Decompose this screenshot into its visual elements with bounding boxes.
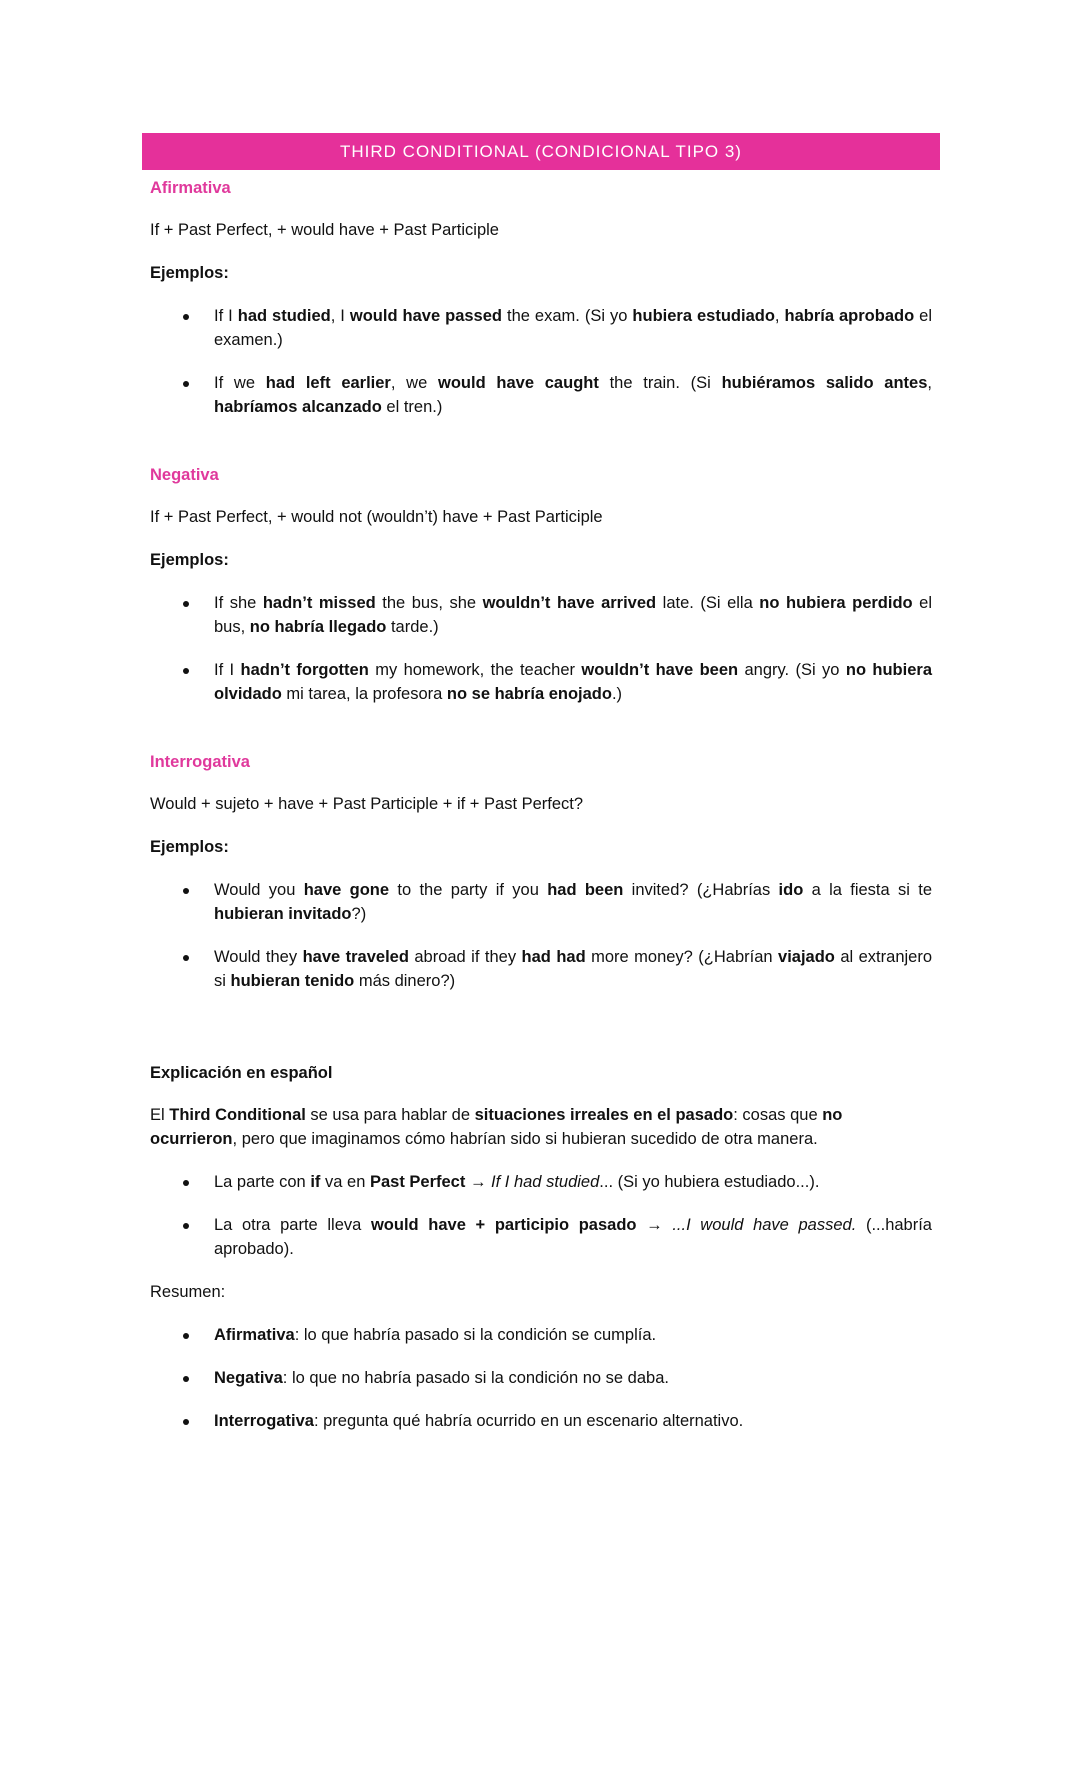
formula-interrogativa: Would + sujeto + have + Past Participle + if + Past Perfect? [150,795,584,813]
resumen-item: Negativa: lo que no habría pasado si la condición no se daba. [150,1366,932,1390]
bullet-dot [183,668,189,674]
example-list [150,591,932,706]
bullet-dot [183,955,189,961]
section-heading-afirmativa: Afirmativa [150,179,231,197]
ejemplos-label: Ejemplos: [150,551,229,569]
explicacion-list [150,1170,932,1261]
document-content [150,176,932,1433]
bullet-dot [183,888,189,894]
title-banner [142,133,940,170]
explicacion-item: La otra parte lleva would have + participio pasado → ...I would have passed. (...habría aprobado). [150,1213,932,1261]
resumen-list [150,1323,932,1433]
bullet-dot [183,314,189,320]
resumen-item: Afirmativa: lo que habría pasado si la condición se cumplía. [150,1323,932,1347]
explicacion-item: La parte con if va en Past Perfect → If I had studied... (Si yo hubiera estudiado...). [150,1170,932,1194]
example-item: Would they have traveled abroad if they had had more money? (¿Habrían viajado al extranjero si hubieran tenido más dinero?) [150,945,932,993]
bullet-dot [183,601,189,607]
bullet-dot [183,381,189,387]
example-item: Would you have gone to the party if you had been invited? (¿Habrías ido a la fiesta si te hubieran invitado?) [150,878,932,926]
resumen-item: Interrogativa: pregunta qué habría ocurrido en un escenario alternativo. [150,1409,932,1433]
formula-afirmativa: If + Past Perfect, + would have + Past Participle [150,221,499,239]
bullet-dot [183,1419,189,1425]
bullet-dot [183,1333,189,1339]
example-item: If I hadn’t forgotten my homework, the teacher wouldn’t have been angry. (Si yo no hubiera olvidado mi tarea, la profesora no se habría enojado.) [150,658,932,706]
explicacion-paragraph: El Third Conditional se usa para hablar de situaciones irreales en el pasado: cosas que no ocurrieron, pero que imaginamos cómo habrían sido si hubieran sucedido de otra manera. [150,1106,843,1148]
example-item: If we had left earlier, we would have caught the train. (Si hubiéramos salido antes, habríamos alcanzado el tren.) [150,371,932,419]
bullet-dot [183,1223,189,1229]
formula-negativa: If + Past Perfect, + would not (wouldn’t) have + Past Participle [150,508,603,526]
ejemplos-label: Ejemplos: [150,264,229,282]
example-item: If I had studied, I would have passed the exam. (Si yo hubiera estudiado, habría aprobado el examen.) [150,304,932,352]
resumen-label: Resumen: [150,1283,226,1301]
example-item: If she hadn’t missed the bus, she wouldn’t have arrived late. (Si ella no hubiera perdido el bus, no habría llegado tarde.) [150,591,932,639]
explicacion-heading: Explicación en español [150,1064,333,1082]
ejemplos-label: Ejemplos: [150,838,229,856]
banner-title: THIRD CONDITIONAL (CONDICIONAL TIPO 3) [340,141,742,161]
example-list [150,304,932,419]
bullet-dot [183,1376,189,1382]
section-heading-interrogativa: Interrogativa [150,753,250,771]
example-list [150,878,932,993]
bullet-dot [183,1180,189,1186]
section-heading-negativa: Negativa [150,466,219,484]
